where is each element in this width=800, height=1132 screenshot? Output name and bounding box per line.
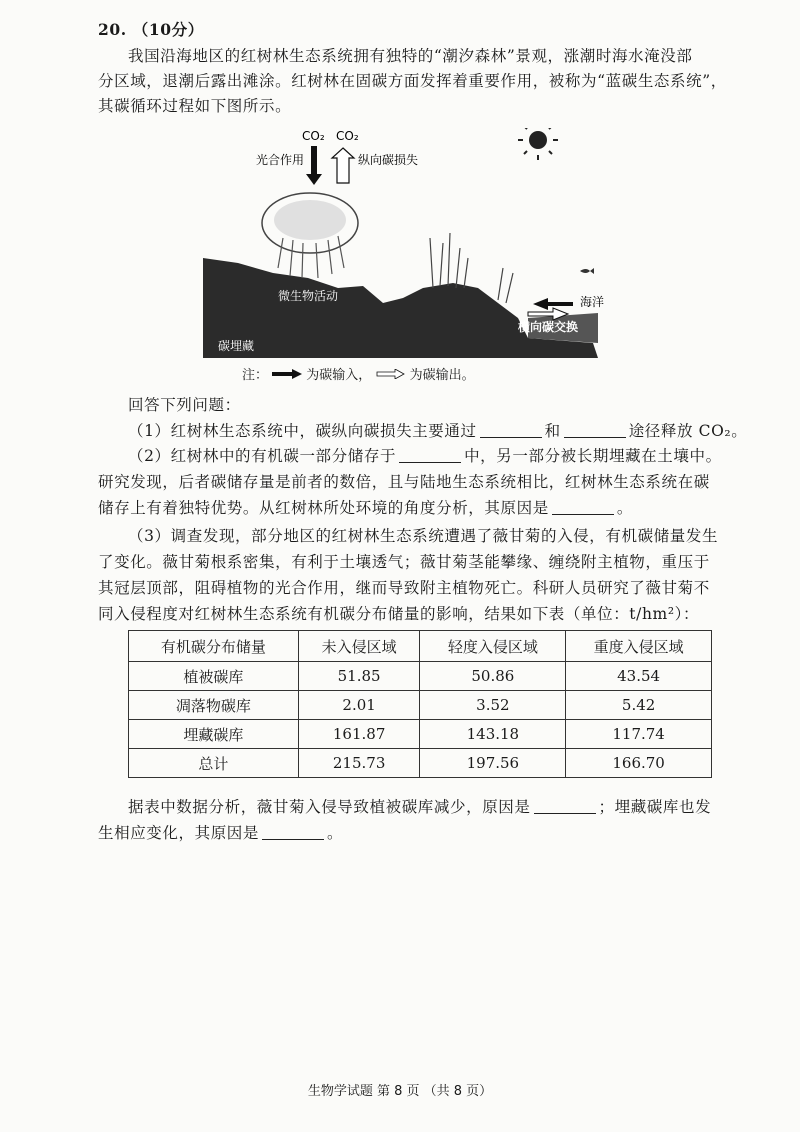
q2-line-2: 研究发现，后者碳储存量是前者的数倍，且与陆地生态系统相比，红树林生态系统在碳 — [98, 473, 710, 491]
answer-blank[interactable] — [480, 423, 542, 438]
q2-line-1: （2）红树林中的有机碳一部分储存于 中，另一部分被长期埋藏在土壤中。 — [128, 447, 722, 465]
table-header: 有机碳分布储量 — [129, 631, 299, 662]
intro-line-2: 分区域，退潮后露出滩涂。红树林在固碳方面发挥着重要作用，被称为“蓝碳生态系统”， — [98, 72, 727, 90]
input-arrow-icon — [272, 369, 302, 379]
table-cell: 总计 — [129, 749, 299, 778]
table-cell: 2.01 — [298, 691, 420, 720]
q3-line-4: 同入侵程度对红树林生态系统有机碳分布储量的影响，结果如下表（单位：t/hm²）： — [98, 605, 700, 623]
table-cell: 5.42 — [566, 691, 712, 720]
intro-line-3: 其碳循环过程如下图所示。 — [98, 97, 292, 115]
table-cell: 117.74 — [566, 720, 712, 749]
answer-blank[interactable] — [552, 500, 614, 515]
ocean-label: 海洋 — [580, 295, 605, 309]
q2-line-3: 储存上有着独特优势。从红树林所处环境的角度分析，其原因是 。 — [98, 499, 633, 517]
table-row — [129, 662, 712, 691]
table-cell: 凋落物碳库 — [129, 691, 299, 720]
lateral-label: 横向碳交换 — [518, 320, 579, 334]
co2-in-label: CO₂ — [302, 129, 325, 143]
table-cell: 197.56 — [420, 749, 566, 778]
table-header: 轻度入侵区域 — [420, 631, 566, 662]
table-row — [129, 749, 712, 778]
answer-blank[interactable] — [534, 799, 596, 814]
answer-blank[interactable] — [399, 448, 461, 463]
table-cell: 161.87 — [298, 720, 420, 749]
answer-blank[interactable] — [564, 423, 626, 438]
table-cell: 143.18 — [420, 720, 566, 749]
table-cell: 埋藏碳库 — [129, 720, 299, 749]
q3-line-3: 其冠层顶部，阻碍植物的光合作用，继而导致附主植物死亡。科研人员研究了薇甘菊不 — [98, 579, 710, 597]
microbe-label: 微生物活动 — [278, 289, 339, 303]
table-row — [129, 691, 712, 720]
q3-line-1: （3）调查发现，部分地区的红树林生态系统遭遇了薇甘菊的入侵，有机碳储量发生 — [128, 527, 719, 545]
fish-icon — [580, 268, 594, 274]
answer-blank[interactable] — [262, 825, 324, 840]
question-number: 20. — [98, 20, 127, 39]
photosynthesis-arrow-icon — [306, 146, 322, 185]
table-cell: 43.54 — [566, 662, 712, 691]
table-header-row — [129, 631, 712, 662]
note-output: 为碳输出。 — [409, 368, 475, 383]
table-cell: 215.73 — [298, 749, 420, 778]
table-cell: 51.85 — [298, 662, 420, 691]
co2-out-label: CO₂ — [336, 129, 359, 143]
question-score: （10分） — [132, 20, 204, 39]
table-cell: 50.86 — [420, 662, 566, 691]
table-cell: 植被碳库 — [129, 662, 299, 691]
sun-icon — [518, 128, 558, 160]
intro-line-1: 我国沿海地区的红树林生态系统拥有独特的“潮汐森林”景观，涨潮时海水淹没部 — [128, 47, 693, 65]
q3b-line-2: 生相应变化，其原因是 。 — [98, 824, 344, 842]
burial-label: 碳埋藏 — [218, 339, 255, 353]
prompt: 回答下列问题： — [128, 396, 241, 414]
mangrove-tree-icon — [262, 193, 358, 278]
ground-silhouette — [203, 258, 598, 358]
table-cell: 3.52 — [420, 691, 566, 720]
note-input: 为碳输入， — [306, 368, 372, 383]
q3-line-2: 了变化。薇甘菊根系密集，有利于土壤透气；薇甘菊茎能攀缘、缠绕附主植物，重压于 — [98, 553, 710, 571]
carbon-storage-table — [128, 630, 712, 778]
vertical-loss-label: 纵向碳损失 — [358, 153, 419, 167]
carbon-cycle-figure — [198, 128, 608, 373]
table-cell: 166.70 — [566, 749, 712, 778]
output-arrow-icon — [375, 369, 405, 379]
page-footer: 生物学试题 第 8 页 （共 8 页） — [307, 1084, 493, 1099]
table-row — [129, 720, 712, 749]
table-header: 未入侵区域 — [298, 631, 420, 662]
photosynthesis-label: 光合作用 — [256, 153, 305, 167]
table-header: 重度入侵区域 — [566, 631, 712, 662]
question-header — [98, 18, 204, 40]
figure-note: 注： 为碳输入， 为碳输出。 — [242, 368, 475, 383]
q1: （1）红树林生态系统中，碳纵向碳损失主要通过 和 途径释放 CO₂。 — [128, 422, 748, 440]
q3b-line-1: 据表中数据分析，薇甘菊入侵导致植被碳库减少，原因是 ；埋藏碳库也发 — [128, 798, 712, 816]
vertical-loss-arrow-icon — [332, 148, 354, 183]
